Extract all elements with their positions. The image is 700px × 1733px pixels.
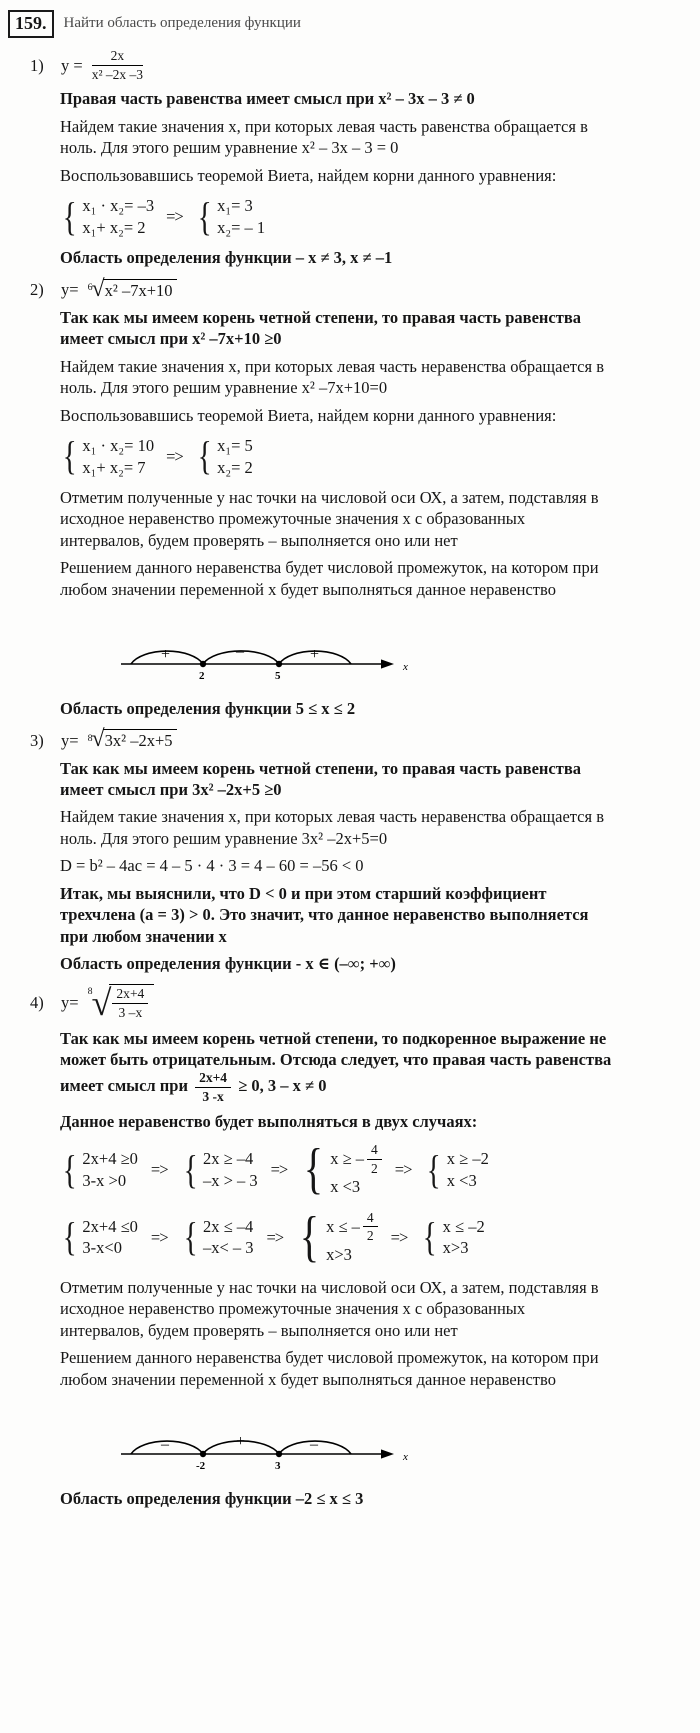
domain-text: Область определения функции - x ∈ (–∞; +∞)	[60, 954, 396, 974]
system-row: x₁= 3	[217, 196, 253, 216]
fraction-numerator: 2x+4	[112, 986, 148, 1004]
mark-points-text: Отметим полученные у нас точки на числовой оси ОХ, а затем, подставляя в исходное неравенство промежуточные значения х с образованных интервалов, будем проверять – выполняется оно или нет	[60, 1278, 599, 1340]
radical-index: 8	[87, 985, 93, 997]
inequality-prefix: x ≥ –	[330, 1149, 364, 1169]
implies-arrow: =>	[166, 446, 183, 466]
fraction	[367, 1142, 382, 1176]
solution-interval-text: Решением данного неравенства будет числовой промежуток, на котором при любом значении переменной х будет выполняться данное неравенство	[60, 1348, 599, 1389]
vieta-system	[60, 195, 674, 238]
point-label: 5	[275, 670, 281, 683]
interval-sign: +	[310, 646, 320, 664]
axis-arrow	[381, 1450, 394, 1459]
system	[296, 1205, 378, 1268]
axis-label: x	[403, 661, 408, 674]
two-cases-text: Данное неравенство будет выполняться в двух случаях:	[60, 1111, 478, 1131]
domain-text: Область определения функции –2 ≤ x ≤ 3	[60, 1488, 364, 1508]
fraction-denominator: 3 –x	[118, 1005, 143, 1021]
system-row	[330, 1142, 382, 1176]
vieta-system	[60, 435, 674, 478]
condition-text: Так как мы имеем корень четной степени, то правая часть равенства имеет смысл при 3x² –2x+5 ≥0	[60, 758, 581, 799]
system	[300, 1138, 382, 1201]
case-row-1	[60, 1138, 674, 1201]
brace: {	[62, 193, 77, 239]
mark-points-text: Отметим полученные у нас точки на числовой оси ОХ, а затем, подставляя в исходное неравенство промежуточные значения х с образованных интервалов, будем проверять – выполняется оно или нет	[60, 488, 599, 550]
implies-arrow: =>	[150, 1227, 168, 1247]
system-row: x <3	[330, 1177, 361, 1197]
interval-sign: +	[236, 1433, 246, 1451]
item-label: 1)	[30, 55, 44, 75]
function-lhs: y=	[61, 730, 79, 750]
radical-index: 6	[87, 282, 93, 294]
item-label: 4)	[30, 993, 44, 1013]
brace: {	[62, 1214, 77, 1260]
system-row: –x< – 3	[202, 1238, 254, 1258]
fraction	[363, 1210, 378, 1244]
function-lhs: y=	[61, 280, 79, 300]
axis-label: x	[403, 1451, 408, 1464]
point-dot	[200, 661, 206, 667]
solution-interval-text: Решением данного неравенства будет числовой промежуток, на котором при любом значении переменной х будет выполняться данное неравенство	[60, 558, 599, 599]
brace: {	[62, 1146, 77, 1192]
solution-item-3	[30, 726, 674, 974]
system-row: x₁+ x₂= 2	[82, 217, 146, 237]
system	[195, 435, 253, 478]
radical	[87, 726, 177, 753]
system-row: –x > – 3	[202, 1170, 258, 1190]
point-label: 3	[275, 1460, 281, 1473]
system-row: x₂= 2	[217, 457, 253, 477]
radicand: 3x² –2x+5	[103, 729, 177, 751]
domain-text: Область определения функции – x ≠ 3, x ≠ –1	[60, 248, 393, 268]
system-row: 2x ≥ –4	[202, 1149, 254, 1169]
system	[60, 195, 154, 238]
vieta-text: Воспользовавшись теоремой Виета, найдем корни данного уравнения:	[60, 405, 557, 425]
fraction-numerator: 4	[367, 1142, 382, 1160]
brace: {	[197, 193, 212, 239]
fraction	[92, 48, 143, 82]
solution-item-2	[30, 275, 674, 720]
implies-arrow: =>	[390, 1227, 408, 1247]
brace: {	[183, 1146, 198, 1192]
find-roots-text: Найдем такие значения x, при которых левая часть неравенства обращается в ноль. Для этого решим уравнение 3x² –2x+5=0	[60, 807, 605, 848]
find-roots-text: Найдем такие значения x, при которых левая часть неравенства обращается в ноль. Для этого решим уравнение x² –7x+10=0	[60, 356, 605, 398]
brace: {	[62, 433, 77, 479]
system-row: x ≤ –2	[442, 1216, 485, 1236]
axis-arrow	[381, 660, 394, 669]
number-line-svg	[115, 1406, 415, 1474]
point-dot	[276, 1451, 282, 1457]
system-row: 3-x<0	[82, 1238, 122, 1258]
fraction-denominator: 3 -x	[202, 1089, 224, 1104]
fraction	[195, 1070, 231, 1104]
implies-arrow: =>	[266, 1227, 284, 1247]
condition-text-part1: Так как мы имеем корень четной степени, то подкоренное выражение не может быть отрицательным. Отсюда следует, что правая часть равенства имеет смысл при	[60, 1028, 612, 1096]
point-label: 2	[199, 670, 205, 683]
item-2-formula	[30, 275, 674, 302]
inequality-prefix: x ≤ –	[326, 1216, 360, 1236]
implies-arrow: =>	[166, 206, 183, 226]
item-label: 2)	[30, 280, 44, 300]
brace: {	[304, 1138, 324, 1201]
brace: {	[183, 1214, 198, 1260]
system	[60, 1148, 138, 1191]
item-4-formula	[30, 984, 674, 1021]
system-row: 2x+4 ≥0	[82, 1149, 138, 1169]
system	[195, 195, 265, 238]
interval-sign: +	[161, 646, 171, 664]
point-dot	[276, 661, 282, 667]
radicand	[109, 984, 154, 1021]
item-3-formula	[30, 726, 674, 753]
fraction-numerator: 4	[363, 1210, 378, 1228]
discriminant-line: D = b² – 4ac = 4 – 5 · 4 · 3 = 4 – 60 = –56 < 0	[60, 856, 364, 876]
system-row: 3-x >0	[82, 1170, 127, 1190]
problem-header	[8, 10, 674, 38]
condition-text: Правая часть равенства имеет смысл при x² – 3x – 3 ≠ 0	[60, 89, 475, 109]
item-label: 3)	[30, 730, 44, 750]
system-row: x₁ · x₂= –3	[82, 196, 155, 216]
implies-arrow: =>	[394, 1160, 412, 1180]
radical-sign: √	[91, 982, 112, 1023]
brace: {	[299, 1205, 320, 1268]
vieta-text: Воспользовавшись теоремой Виета, найдем корни данного уравнения:	[60, 165, 557, 185]
system-row: x>3	[326, 1244, 352, 1264]
radicand: x² –7x+10	[103, 279, 177, 301]
function-lhs: y =	[61, 55, 83, 75]
radical-sign: √	[91, 275, 105, 302]
number-line-svg	[115, 616, 415, 684]
fraction	[112, 986, 148, 1020]
brace: {	[427, 1146, 442, 1192]
system	[181, 1216, 254, 1259]
problem-title: Найти область определения функции	[63, 15, 301, 32]
fraction-denominator: 2	[371, 1160, 378, 1176]
implies-arrow: =>	[270, 1160, 288, 1180]
system	[420, 1216, 484, 1259]
system-row: x₁+ x₂= 7	[82, 457, 146, 477]
radical	[88, 984, 155, 1021]
system	[60, 435, 154, 478]
condition-text-part2: ≥ 0, 3 – x ≠ 0	[238, 1076, 327, 1096]
number-line-diagram-2	[115, 1406, 674, 1479]
solution-item-1	[30, 48, 674, 268]
item-1-formula	[30, 48, 674, 82]
system-row: x₂= – 1	[217, 217, 266, 237]
interval-sign: –	[236, 643, 244, 661]
radical-index: 8	[87, 732, 93, 744]
radical-sign: √	[91, 726, 105, 753]
condition-text: Так как мы имеем корень четной степени, то правая часть равенства имеет смысл при x² –7x+10 ≥0	[60, 307, 581, 349]
condition-text	[60, 1028, 612, 1105]
system-row: x>3	[442, 1238, 469, 1258]
find-roots-text: Найдем такие значения x, при которых левая часть равенства обращается в ноль. Для этого решим уравнение x² – 3x – 3 = 0	[60, 116, 588, 158]
case-row-2	[60, 1205, 674, 1268]
system-row: x <3	[446, 1170, 477, 1190]
system-row: 2x ≤ –4	[202, 1216, 254, 1236]
fraction-numerator: 2x+4	[195, 1070, 231, 1088]
interval-sign: –	[161, 1436, 169, 1454]
interval-sign: –	[310, 1436, 318, 1454]
system	[181, 1148, 258, 1191]
fraction-numerator: 2x	[92, 48, 143, 66]
system-row: x₁ · x₂= 10	[82, 436, 155, 456]
point-label: -2	[196, 1460, 206, 1473]
radical	[87, 275, 177, 302]
fraction-denominator: x² –2x –3	[91, 66, 144, 82]
problem-number: 159.	[8, 10, 54, 38]
system-row: 2x+4 ≤0	[82, 1216, 138, 1236]
fraction-denominator: 2	[366, 1228, 374, 1244]
system-row	[326, 1210, 378, 1244]
point-dot	[200, 1451, 206, 1457]
system	[60, 1216, 138, 1259]
number-line-diagram-1	[115, 616, 674, 689]
system-row: x₁= 5	[217, 436, 253, 456]
brace: {	[422, 1214, 437, 1260]
system	[424, 1148, 488, 1191]
domain-text: Область определения функции 5 ≤ x ≤ 2	[60, 698, 356, 718]
conclusion-text: Итак, мы выяснили, что D < 0 и при этом старший коэффициент трехчлена (a = 3) > 0. Это значит, что данное неравенство выполняется при любом значении x	[60, 883, 589, 946]
implies-arrow: =>	[150, 1160, 168, 1180]
function-lhs: y=	[61, 993, 79, 1013]
system-row: x ≥ –2	[446, 1149, 489, 1169]
brace: {	[197, 433, 212, 479]
solution-item-4	[30, 984, 674, 1509]
